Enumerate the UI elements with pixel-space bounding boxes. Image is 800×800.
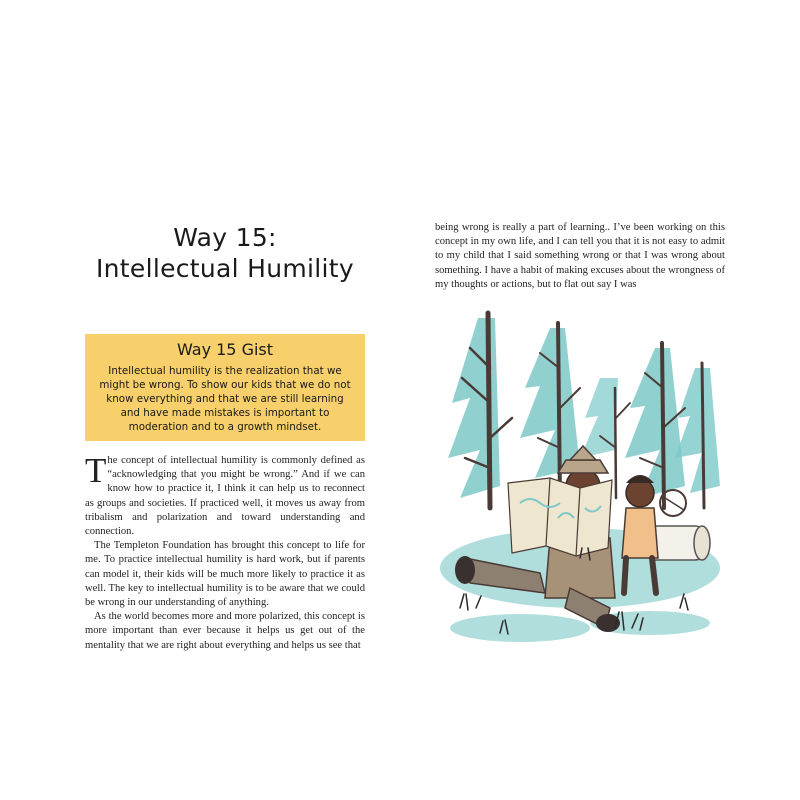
tree-canopy xyxy=(520,328,580,478)
gist-box xyxy=(85,334,365,441)
tree-canopy xyxy=(625,348,685,498)
right-paragraph: being wrong is really a part of learning.. I’ve been working on this concept in my own life, and I can tell you that it is not easy to admit to my child that I said something wrong or that I was wrong about something. I have a habit of making excuses about the wrongness of my thoughts or actions, but to flat out say I was xyxy=(435,222,725,290)
gist-heading: Way 15 Gist xyxy=(176,340,274,359)
title-line-1: Way 15: xyxy=(173,223,277,252)
illustration-map-reading xyxy=(440,308,720,648)
left-body-text xyxy=(85,451,365,653)
gist-text: Intellectual humility is the realization that we might be wrong. To show our kids that we do not know everything and that we are still learning and have made mistakes is important to moderation and to a growth mindset. xyxy=(99,365,351,433)
tree-canopy xyxy=(448,318,500,498)
map xyxy=(508,478,612,556)
page-title xyxy=(85,222,365,284)
paragraph-3: As the world becomes more and more polarized, this concept is more important than ever because it helps us get out of the mentality that we are right about everything and helps us see that xyxy=(85,611,365,651)
paragraph-2: The Templeton Foundation has brought this concept to life for me. To practice intellectual humility is hard work, but if parents can model it, their kids will be much more likely to practice it as well. The key to intellectual humility is to be aware that we could be wrong in our understanding of anything. xyxy=(85,540,365,609)
right-body-text xyxy=(435,221,725,292)
drop-cap: T xyxy=(85,451,107,490)
paragraph-1 xyxy=(85,451,365,539)
title-line-2: Intellectual Humility xyxy=(95,254,354,283)
paragraph-1-text: he concept of intellectual humility is commonly defined as “acknowledging that you might be wrong.” And if we can know how to practice it, I think it can help us to reconnect as groups and societies. If practiced well, it moves us away from tribalism and polarization and toward understanding and connection. xyxy=(85,455,365,538)
